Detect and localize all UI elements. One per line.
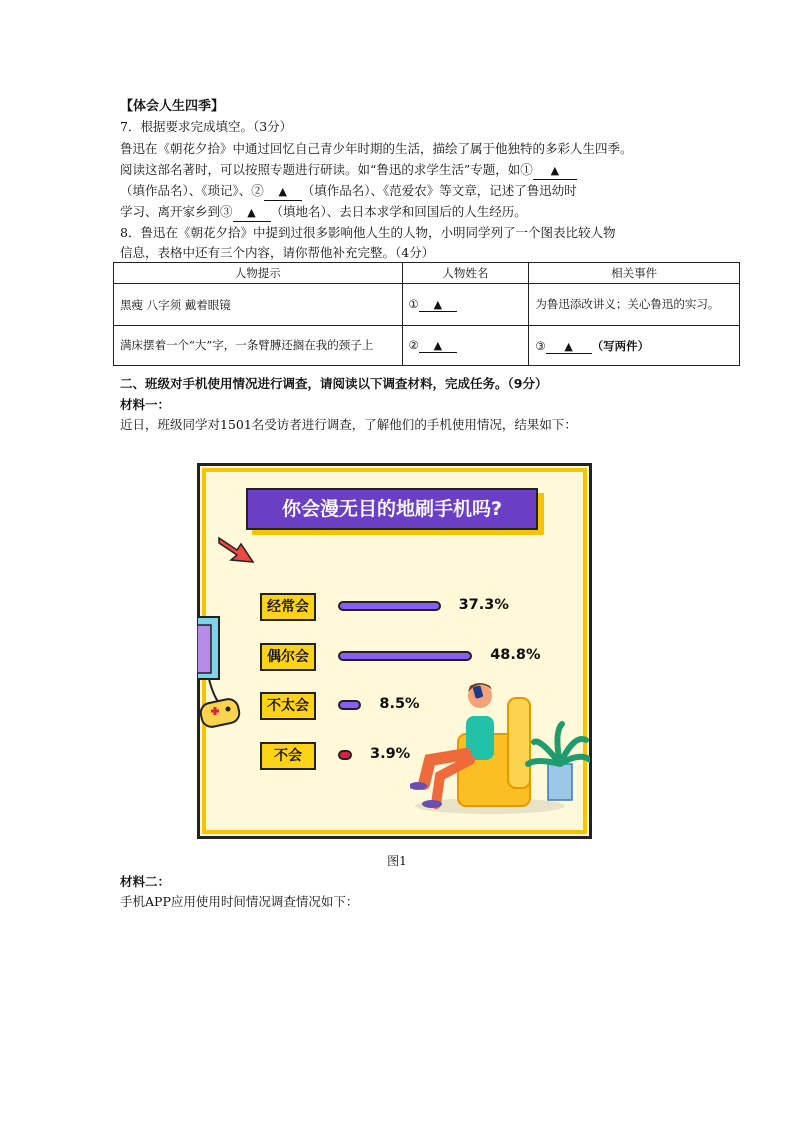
q8-text-line-2: 信息，表格中还有三个内容，请你帮他补充完整。（4分） <box>120 245 435 260</box>
character-table <box>113 262 740 366</box>
material2-label: 材料二： <box>120 874 171 889</box>
game-controller-icon <box>197 615 242 733</box>
data-label: 48.8% <box>490 647 541 663</box>
category-label: 经常会 <box>260 593 316 621</box>
bar <box>338 700 361 710</box>
q7-title: 7．根据要求完成填空。（3分） <box>120 119 293 134</box>
table-header: 人物姓名 <box>402 263 529 284</box>
q7-text-line-2 <box>120 161 577 180</box>
answer-blank-1[interactable]: ▲ <box>533 162 577 180</box>
event-note: （写两件） <box>591 338 650 353</box>
material2-intro: 手机APP应用使用时间情况调查情况如下： <box>120 894 359 909</box>
data-label: 37.3% <box>458 597 509 613</box>
table-header: 人物提示 <box>114 263 403 284</box>
q7-text-line-3 <box>120 182 577 201</box>
figure-caption: 图1 <box>387 854 407 868</box>
chart-title: 你会漫无目的地刷手机吗? <box>246 488 538 530</box>
arrow-icon <box>215 532 259 566</box>
table-row <box>114 326 740 366</box>
bar <box>338 601 441 611</box>
table-cell-name <box>402 326 529 366</box>
answer-blank-name-2[interactable]: ▲ <box>419 339 457 353</box>
circled-number: ② <box>408 338 419 352</box>
table-cell-hint: 满床摆着一个“大”字，一条臂膊还搁在我的颈子上 <box>114 326 403 366</box>
material1-intro: 近日，班级同学对1501名受访者进行调查，了解他们的手机使用情况，结果如下： <box>120 417 577 432</box>
table-cell-event <box>529 326 740 366</box>
bar <box>338 651 472 661</box>
answer-blank-name-1[interactable]: ▲ <box>419 298 457 312</box>
table-header-row <box>114 263 740 284</box>
material1-label: 材料一： <box>120 397 171 412</box>
circled-number: ③ <box>535 338 546 353</box>
q7-text: 阅读这部名著时，可以按照专题进行研读。如“鲁迅的求学生活”专题，如① <box>120 162 533 177</box>
data-label: 8.5% <box>379 696 420 712</box>
category-label: 不太会 <box>260 692 316 720</box>
answer-blank-3[interactable]: ▲ <box>233 204 271 222</box>
table-row <box>114 284 740 326</box>
table-header: 相关事件 <box>529 263 740 284</box>
answer-blank-2[interactable]: ▲ <box>264 183 302 201</box>
section-heading: 【体会人生四季】 <box>120 99 225 114</box>
q7-text: （填作品名）、《范爱农》等文章，记述了鲁迅幼时 <box>301 183 577 198</box>
table-cell-name <box>402 284 529 326</box>
table-cell-event: 为鲁迅添改讲义；关心鲁迅的实习。 <box>529 284 740 326</box>
q7-text: （填作品名）、《琐记》、② <box>120 183 264 198</box>
part2-heading: 二、班级对手机使用情况进行调查，请阅读以下调查材料，完成任务。（9分） <box>120 376 548 391</box>
q7-text-line-1: 鲁迅在《朝花夕拾》中通过回忆自己青少年时期的生活，描绘了属于他独特的多彩人生四季。 <box>120 141 633 156</box>
answer-blank-event[interactable]: ▲ <box>546 340 592 354</box>
table-cell-hint: 黑瘦 八字须 戴着眼镜 <box>114 284 403 326</box>
q7-text: 学习、离开家乡到③ <box>120 204 233 219</box>
circled-number: ① <box>408 297 419 311</box>
category-label: 不会 <box>260 742 316 770</box>
q7-text-line-4 <box>120 203 527 222</box>
person-illustration <box>410 676 590 816</box>
q7-text: （填地名）、去日本求学和回国后的人生经历。 <box>270 204 527 219</box>
q8-text-line-1: 8．鲁迅在《朝花夕拾》中提到过很多影响他人生的人物，小明同学列了一个图表比较人物 <box>120 225 616 240</box>
bar <box>338 750 352 760</box>
category-label: 偶尔会 <box>260 643 316 671</box>
data-label: 3.9% <box>370 746 411 762</box>
